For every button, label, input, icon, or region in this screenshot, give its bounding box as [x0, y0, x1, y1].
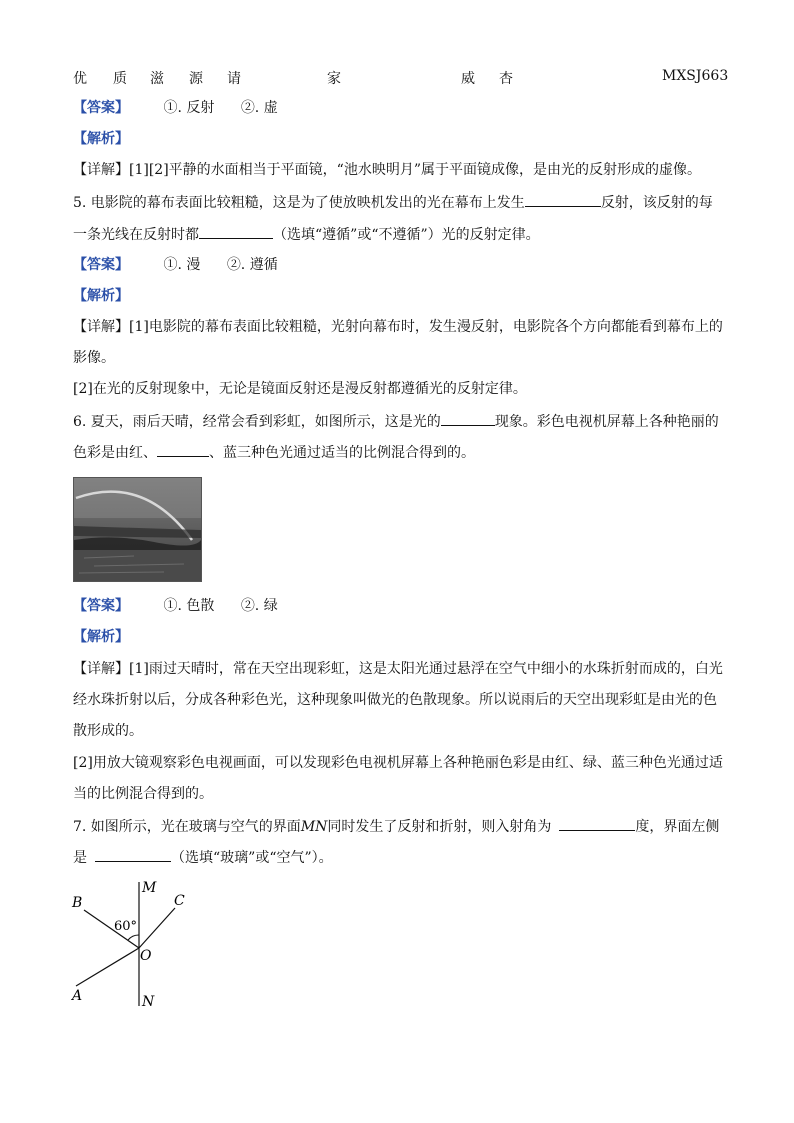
- q5-analysis: [73, 286, 129, 306]
- answer-blank: [441, 411, 495, 426]
- light-diagram-svg: [70, 878, 200, 1013]
- q6-detail-2: [73, 690, 717, 710]
- q7-text: （选填“玻璃”或“空气”）。: [171, 850, 333, 866]
- q6-answer: [73, 596, 278, 616]
- answer-label: 【答案】: [73, 257, 129, 273]
- answer-option-1: ①. 反射: [163, 100, 215, 116]
- detail-text: [1]雨过天晴时，常在天空出现彩虹，这是太阳光通过悬浮在空气中细小的水珠折射而成的，白光: [129, 661, 723, 677]
- q5-detail-3: [73, 379, 527, 399]
- q5-answer: [73, 255, 278, 275]
- q5-line-1: [73, 192, 713, 213]
- detail-text: [1][2]平静的水面相当于平面镜，“池水映明月”属于平面镜成像，是由光的反射形成的虚像。: [129, 162, 701, 178]
- q7-interface-label: MN: [300, 819, 328, 835]
- detail-text: [1]电影院的幕布表面比较粗糙，光射向幕布时，发生漫反射，电影院各个方向都能看到幕布上的: [129, 319, 723, 335]
- angle-label: 60°: [114, 919, 138, 934]
- answer-option-1: ①. 色散: [163, 598, 215, 614]
- light-diagram: [70, 878, 200, 1017]
- header-char: 家: [327, 71, 341, 87]
- q4-detail: [73, 160, 701, 180]
- answer-option-2: ②. 绿: [240, 598, 278, 614]
- q7-text: 同时发生了反射和折射，则入射角为: [327, 819, 552, 835]
- ray-ao: [76, 948, 139, 986]
- header-char: 杏: [499, 71, 513, 87]
- answer-blank: [559, 816, 635, 831]
- answer-label: 【答案】: [73, 100, 129, 116]
- q6-analysis: [73, 627, 129, 647]
- detail-label: 【详解】: [73, 162, 129, 178]
- q6-line-2: [73, 442, 475, 463]
- q6-text: 6. 夏天，雨后天晴，经常会看到彩虹，如图所示，这是光的: [73, 414, 441, 430]
- header-code: MXSJ663: [662, 68, 729, 84]
- detail-text: [2]在光的反射现象中，无论是镜面反射还是漫反射都遵循光的反射定律。: [73, 381, 527, 397]
- header-char: 威: [461, 71, 475, 87]
- q6-text: 现象。彩色电视机屏幕上各种艳丽的: [494, 414, 719, 430]
- answer-blank: [525, 192, 601, 207]
- q6-detail-5: [73, 784, 213, 804]
- angle-arc: [128, 935, 139, 940]
- point-label-c: C: [174, 893, 185, 909]
- q4-analysis: [73, 129, 129, 149]
- point-label-m: M: [142, 880, 157, 896]
- detail-text: 经水珠折射以后，分成各种彩色光，这种现象叫做光的色散现象。所以说雨后的天空出现彩虹是由光的色: [73, 692, 717, 708]
- detail-text: 影像。: [73, 350, 115, 366]
- detail-text: 当的比例混合得到的。: [73, 786, 213, 802]
- answer-option-2: ②. 虚: [240, 100, 278, 116]
- analysis-label: 【解析】: [73, 629, 129, 645]
- q4-answer: [73, 98, 278, 118]
- point-label-n: N: [142, 994, 155, 1010]
- q6-detail-4: [73, 753, 723, 773]
- header-char: 滋: [150, 71, 164, 87]
- rainbow-photo: [73, 477, 202, 582]
- q6-text: 色彩是由红、: [73, 445, 157, 461]
- analysis-label: 【解析】: [73, 288, 129, 304]
- header-char: 优: [73, 71, 87, 87]
- answer-label: 【答案】: [73, 598, 129, 614]
- q6-detail-1: [73, 659, 723, 679]
- header-char: 源: [189, 71, 203, 87]
- point-label-a: A: [72, 988, 83, 1004]
- answer-option-2: ②. 遵循: [226, 257, 278, 273]
- point-label-b: B: [72, 895, 83, 911]
- q5-line-2: [73, 224, 540, 245]
- header-char: 质: [113, 71, 127, 87]
- analysis-label: 【解析】: [73, 131, 129, 147]
- q7-text: 是: [73, 850, 87, 866]
- q5-text: （选填“遵循”或“不遵循”）光的反射定律。: [273, 227, 540, 243]
- q6-detail-3: [73, 721, 143, 741]
- detail-text: 散形成的。: [73, 723, 143, 739]
- q6-text: 、蓝三种色光通过适当的比例混合得到的。: [209, 445, 475, 461]
- q5-text: 反射，该反射的每: [600, 195, 713, 211]
- rainbow-photo-image: [74, 478, 201, 581]
- q5-detail-1: [73, 317, 723, 337]
- header-char: 请: [227, 71, 241, 87]
- q5-text: 一条光线在反射时都: [73, 227, 199, 243]
- answer-option-1: ①. 漫: [163, 257, 201, 273]
- detail-label: 【详解】: [73, 319, 129, 335]
- q7-line-2: [73, 847, 333, 868]
- answer-blank: [95, 847, 171, 862]
- q7-line-1: [73, 816, 719, 837]
- answer-blank: [157, 442, 209, 457]
- q5-text: 5. 电影院的幕布表面比较粗糙，这是为了使放映机发出的光在幕布上发生: [73, 195, 525, 211]
- q6-line-1: [73, 411, 719, 432]
- detail-text: [2]用放大镜观察彩色电视画面，可以发现彩色电视机屏幕上各种艳丽色彩是由红、绿、蓝三种色光通过适: [73, 755, 723, 771]
- answer-blank: [199, 224, 273, 239]
- point-label-o: O: [140, 948, 152, 964]
- q7-text: 7. 如图所示，光在玻璃与空气的界面: [73, 819, 301, 835]
- detail-label: 【详解】: [73, 661, 129, 677]
- ray-oc: [139, 908, 175, 948]
- q5-detail-2: [73, 348, 115, 368]
- q7-text: 度，界面左侧: [635, 819, 720, 835]
